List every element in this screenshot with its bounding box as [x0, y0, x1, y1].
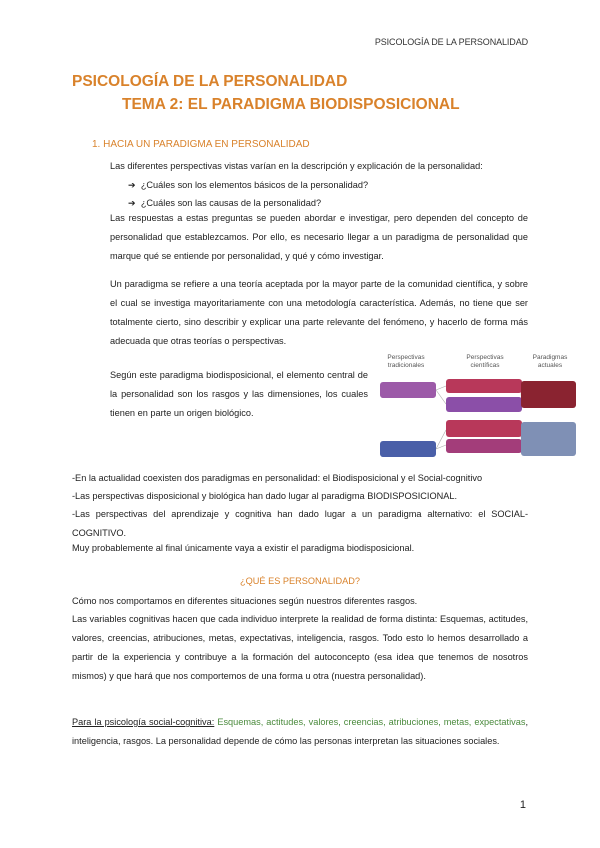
diagram-box-scientific-4: [446, 439, 522, 453]
diagram-box-traditional-1: [380, 382, 436, 398]
document-title: PSICOLOGÍA DE LA PERSONALIDAD: [72, 73, 348, 90]
intro-paragraph: Las diferentes perspectivas vistas varían en la descripción y explicación de la personalidad:: [110, 161, 483, 171]
diagram-box-scientific-1: [446, 379, 522, 393]
diagram-box-traditional-2: [380, 441, 436, 457]
social-cognitive-label: Para la psicología social-cognitiva:: [72, 717, 215, 727]
note-3: -Las perspectivas del aprendizaje y cognitiva han dado lugar a un paradigma alternativo: el SOCIAL-COGNITIVO.: [72, 509, 528, 538]
note-4: Muy probablemente al final únicamente vaya a existir el paradigma biodisposicional.: [72, 543, 415, 553]
diagram-box-paradigm-1: [521, 381, 576, 408]
paragraph-responses: Las respuestas a estas preguntas se pueden abordar e investigar, pero dependen del concepto de personalidad que establezcamos. Por ello, es necesario llegar a un paradigma de personalidad que marque qué se entiende por personalidad, y qué y cómo investigar.: [110, 213, 528, 261]
bullet-item: ➔ ¿Cuáles son los elementos básicos de la personalidad?: [128, 180, 369, 190]
paragraph-paradigm: Un paradigma se refiere a una teoría aceptada por la mayor parte de la comunidad científica, y sobre el cual se investiga mayoritariamente con una metodología característica. Además, no tiene que ser totalmente cierto, sino describir y explicar una parte relevante del fenómeno, y hacerlo de forma más adecuada que otras teorías o perspectivas.: [110, 279, 528, 346]
social-cognitive-rest: , inteligencia, rasgos. La personalidad depende de cómo las personas interpretan las situaciones sociales.: [72, 717, 528, 746]
diagram-header-traditional-2: tradicionales: [387, 362, 425, 369]
diagram-header-scientific-2: científicas: [470, 362, 500, 369]
social-cognitive-paragraph: [72, 713, 528, 751]
arrow-icon: ➔: [128, 180, 136, 190]
note-2: -Las perspectivas disposicional y biológica han dado lugar al paradigma BIODISPOSICIONAL.: [72, 491, 458, 501]
personality-definition: Cómo nos comportamos en diferentes situaciones según nuestros diferentes rasgos.: [72, 596, 418, 606]
section-heading-1: 1. HACIA UN PARADIGMA EN PERSONALIDAD: [92, 139, 310, 150]
diagram-header-scientific: Perspectivas: [466, 354, 504, 361]
section-heading-2: ¿QUÉ ES PERSONALIDAD?: [240, 576, 360, 586]
note-1: -En la actualidad coexisten dos paradigmas en personalidad: el Biodisposicional y el Social-cognitivo: [72, 473, 483, 483]
bullet-item: ➔ ¿Cuáles son las causas de la personalidad?: [128, 198, 322, 208]
page-number: 1: [519, 799, 526, 811]
diagram-header-traditional: Perspectivas: [387, 354, 425, 361]
diagram-header-current-2: actuales: [537, 362, 563, 369]
social-cognitive-variables: Esquemas, actitudes, valores, creencias, atribuciones, metas, expectativas: [214, 717, 526, 727]
cognitive-variables-paragraph: Las variables cognitivas hacen que cada individuo interprete la realidad de forma distinta: Esquemas, actitudes, valores, creencias, atribuciones, metas, expectativas, inteligencia, rasgos. Todo esto lo hemos desarrollado a partir de la experiencia y contribuye a la formación del autoconcepto (esa idea que tenemos de nosotros mismos) y que hará que nos comportemos de una forma u otra (nuestra personalidad).: [72, 614, 528, 681]
paragraph-biodispositional: Según este paradigma biodisposicional, el elemento central de la personalidad son los rasgos y las dimensiones, los cuales tienen en parte un origen biológico.: [110, 370, 368, 418]
running-header: PSICOLOGÍA DE LA PERSONALIDAD: [374, 37, 528, 47]
diagram-box-paradigm-2: [521, 422, 576, 456]
paradigm-diagram: [378, 348, 578, 460]
arrow-icon: ➔: [128, 198, 136, 208]
diagram-headers: [387, 354, 568, 369]
diagram-box-scientific-3: [446, 420, 522, 437]
diagram-box-scientific-2: [446, 397, 522, 412]
diagram-header-current: Paradigmas: [532, 354, 568, 361]
document-subtitle: TEMA 2: EL PARADIGMA BIODISPOSICIONAL: [122, 96, 460, 113]
